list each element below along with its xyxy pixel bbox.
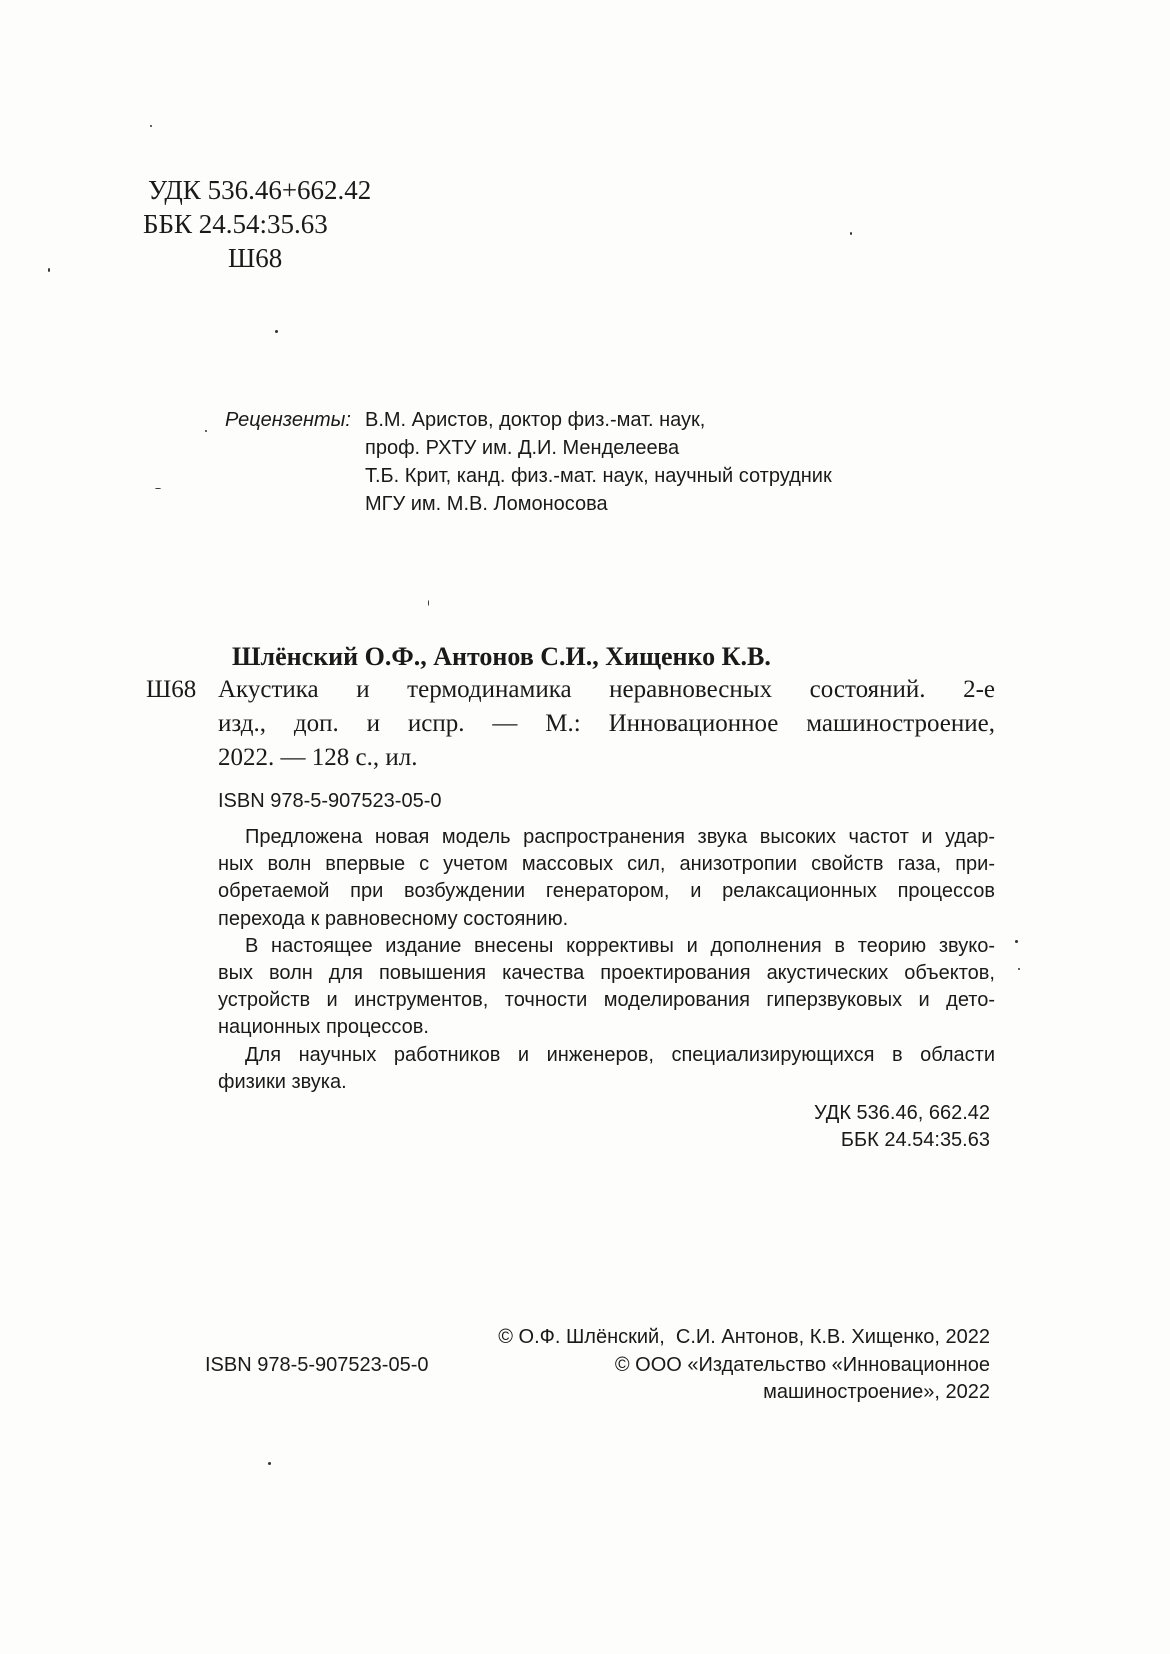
bbk-code: ББК 24.54:35.63: [143, 209, 328, 239]
annotation-line: физики звука.: [218, 1070, 347, 1093]
copyright-line: © ООО «Издательство «Инновационное: [614, 1353, 990, 1376]
annotation-line: Предложена новая модель распространения звука высоких частот и удар-: [245, 826, 995, 848]
index-codes: [814, 1100, 990, 1154]
annotation-paragraph: [218, 1042, 995, 1096]
annotation-paragraph: [218, 824, 995, 933]
scan-speck: [155, 488, 161, 489]
annotation-line: В настоящее издание внесены коррективы и дополнения в теорию звуко-: [245, 934, 995, 957]
reviewer-line: В.М. Аристов, доктор физ.-мат. наук,: [365, 409, 706, 431]
reviewer-line: МГУ им. М.В. Ломоносова: [365, 493, 608, 515]
index-udk: УДК 536.46, 662.42: [813, 1102, 990, 1124]
annotation-line: вых волн для повышения качества проектирования акустических объектов,: [218, 962, 995, 985]
annotation-line: ных волн впервые с учетом массовых сил, анизотропии свойств газа, при-: [218, 853, 995, 876]
bibliographic-description: [218, 673, 995, 775]
description-line: 2022. — 128 с., ил.: [218, 744, 418, 771]
scan-speck: [850, 232, 852, 235]
index-bbk: ББК 24.54:35.63: [840, 1129, 990, 1151]
classification-block: [143, 173, 371, 275]
reviewers-list: [365, 406, 945, 518]
description-line: Акустика и термодинамика неравновесных состояний. 2-е: [218, 676, 995, 703]
scan-speck: [428, 600, 429, 606]
scan-speck: [1018, 968, 1020, 970]
scan-speck: [268, 1462, 271, 1465]
entry-isbn: ISBN 978-5-907523-05-0: [218, 790, 442, 812]
reviewer-line: проф. РХТУ им. Д.И. Менделеева: [365, 437, 680, 459]
author-mark: Ш68: [228, 243, 283, 273]
annotation-line: национных процессов.: [218, 1016, 429, 1039]
scan-speck: [1015, 940, 1018, 943]
annotation-paragraph: [218, 933, 995, 1042]
authors-heading: Шлёнский О.Ф., Антонов С.И., Хищенко К.В.: [232, 642, 771, 671]
annotation-line: обретаемой при возбуждении генератором, и релаксационных процессов: [218, 880, 995, 903]
scan-speck: [48, 268, 50, 272]
reviewer-line: Т.Б. Крит, канд. физ.-мат. наук, научный сотрудник: [365, 465, 832, 487]
annotation-line: перехода к равновесному состоянию.: [218, 907, 569, 930]
bottom-isbn: ISBN 978-5-907523-05-0: [205, 1353, 429, 1376]
copyright-block: [498, 1324, 990, 1407]
description-line: изд., доп. и испр. — М.: Инновационное машиностроение,: [218, 710, 995, 737]
copyright-line: машиностроение», 2022: [763, 1381, 990, 1403]
reviewers-label: Рецензенты:: [225, 409, 351, 431]
copyright-line: © О.Ф. Шлёнский, С.И. Антонов, К.В. Хищенко, 2022: [498, 1326, 990, 1348]
annotation: [218, 824, 995, 1096]
udk-code: УДК 536.46+662.42: [148, 175, 372, 205]
scan-speck: [205, 430, 207, 432]
scan-speck: [150, 125, 152, 127]
entry-author-mark: Ш68: [146, 676, 197, 703]
annotation-line: устройств и инструментов, точности моделирования гиперзвуковых и дето-: [218, 989, 995, 1012]
annotation-line: Для научных работников и инженеров, специализирующихся в области: [245, 1043, 995, 1066]
scan-speck: [275, 330, 278, 333]
